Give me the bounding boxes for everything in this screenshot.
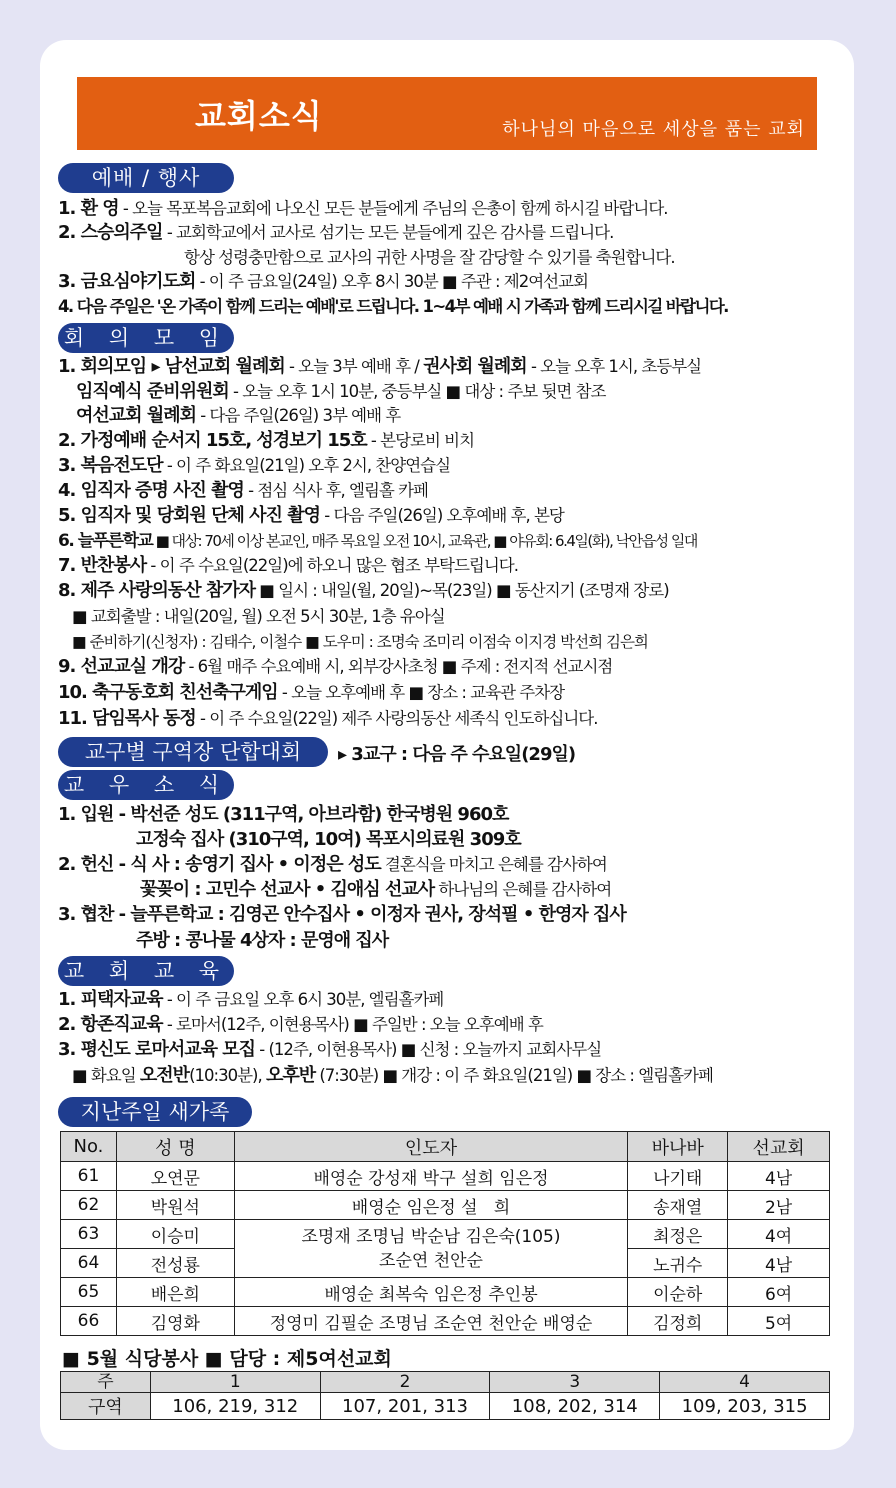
cell-name: 이승미 bbox=[116, 1220, 234, 1249]
cell-name: 오연문 bbox=[116, 1162, 234, 1191]
cell-name: 전성룡 bbox=[116, 1249, 234, 1278]
table-row bbox=[61, 1220, 830, 1249]
cell-mission: 6여 bbox=[728, 1278, 830, 1307]
meal-service-title: ■ 5월 식당봉사 ■ 담당 : 제5여선교회 bbox=[62, 1348, 392, 1370]
cell-name: 박원석 bbox=[116, 1191, 234, 1220]
table-header-row bbox=[61, 1132, 830, 1162]
header-barnabas: 바나바 bbox=[628, 1132, 728, 1162]
member-line: 3. 협찬 - 늘푸른학교 : 김영곤 안수집사 • 이정자 권사, 장석필 • 한영자 집사 bbox=[58, 904, 626, 925]
meal-week-row bbox=[61, 1372, 830, 1393]
worship-line: 2. 스승의주일 - 교회학교에서 교사로 섬기는 모든 분들에게 깊은 감사를 드립니다. bbox=[58, 222, 614, 243]
cell-guide: 배영순 강성재 박구 설희 임은정 bbox=[234, 1162, 628, 1191]
cell-name: 배은희 bbox=[116, 1278, 234, 1307]
meeting-line: 5. 임직자 및 당회원 단체 사진 촬영 - 다음 주일(26일) 오후예배 후, 본당 bbox=[58, 505, 564, 526]
member-line: 고정숙 집사 (310구역, 10여) 목포시의료원 309호 bbox=[136, 829, 521, 850]
newfamily-table bbox=[60, 1131, 830, 1336]
worship-line: 4. 다음 주일은 '온 가족이 함께 드리는 예배'로 드립니다. 1~4부 예배 시 가족과 함께 드리시길 바랍니다. bbox=[58, 297, 728, 316]
cell-no: 62 bbox=[61, 1191, 117, 1220]
week-label: 주 bbox=[61, 1372, 151, 1393]
member-line: 2. 헌신 - 식 사 : 송영기 집사 • 이정은 성도 결혼식을 마치고 은혜를 감사하여 bbox=[58, 854, 607, 875]
cell-guide: 배영순 임은정 설 희 bbox=[234, 1191, 628, 1220]
week-cell: 3 bbox=[490, 1372, 660, 1393]
meeting-line: 10. 축구동호회 친선축구게임 - 오늘 오후예배 후 ■ 장소 : 교육관 주차장 bbox=[58, 682, 565, 703]
district-note: ▸ 3교구 : 다음 주 수요일(29일) bbox=[338, 744, 576, 765]
meeting-line: ■ 교회출발 : 내일(20일, 월) 오전 5시 30분, 1층 유아실 bbox=[72, 607, 445, 626]
page-subtitle: 하나님의 마음으로 세상을 품는 교회 bbox=[502, 119, 805, 140]
meeting-line: 4. 임직자 증명 사진 촬영 - 점심 식사 후, 엘림홀 카페 bbox=[58, 480, 428, 501]
meeting-line: 1. 회의모임 ▸ 남선교회 월례회 - 오늘 3부 예배 후 / 권사회 월례회 - 오늘 오후 1시, 초등부실 bbox=[58, 356, 702, 377]
cell-no: 61 bbox=[61, 1162, 117, 1191]
header-no: No. bbox=[61, 1132, 117, 1162]
district-cell: 109, 203, 315 bbox=[660, 1393, 830, 1420]
header-mission: 선교회 bbox=[728, 1132, 830, 1162]
guide-line: 조순연 천안순 bbox=[379, 1250, 483, 1271]
meal-service-table bbox=[60, 1371, 830, 1420]
meeting-line: 8. 제주 사랑의동산 참가자 ■ 일시 : 내일(월, 20일)~목(23일) ■ 동산지기 (조명재 장로) bbox=[58, 580, 669, 601]
member-line: 주방 : 콩나물 4상자 : 문영애 집사 bbox=[136, 930, 389, 951]
cell-mission: 4여 bbox=[728, 1220, 830, 1249]
meeting-line: 여선교회 월례회 - 다음 주일(26일) 3부 예배 후 bbox=[76, 405, 401, 426]
meeting-line: 3. 복음전도단 - 이 주 화요일(21일) 오후 2시, 찬양연습실 bbox=[58, 455, 451, 476]
education-line: 3. 평신도 로마서교육 모집 - (12주, 이현용목사) ■ 신청 : 오늘까지 교회사무실 bbox=[58, 1039, 602, 1060]
page-title: 교회소식 bbox=[195, 97, 323, 135]
cell-mission: 2남 bbox=[728, 1191, 830, 1220]
cell-barnabas: 나기태 bbox=[628, 1162, 728, 1191]
section-members: 교 우 소 식 bbox=[58, 770, 234, 800]
meeting-line: 11. 담임목사 동정 - 이 주 수요일(22일) 제주 사랑의동산 세족식 인도하십니다. bbox=[58, 708, 598, 729]
cell-no: 65 bbox=[61, 1278, 117, 1307]
member-line: 꽃꽂이 : 고민수 선교사 • 김애심 선교사 하나님의 은혜를 감사하여 bbox=[140, 879, 612, 900]
header-banner bbox=[77, 77, 817, 150]
district-cell: 106, 219, 312 bbox=[150, 1393, 320, 1420]
section-meetings: 회 의 모 임 bbox=[58, 323, 234, 353]
section-worship: 예배 / 행사 bbox=[58, 163, 234, 193]
week-cell: 2 bbox=[320, 1372, 490, 1393]
table-row bbox=[61, 1191, 830, 1220]
table-row bbox=[61, 1307, 830, 1336]
week-cell: 4 bbox=[660, 1372, 830, 1393]
meeting-line: 9. 선교교실 개강 - 6월 매주 수요예배 시, 외부강사초청 ■ 주제 : 전지적 선교시점 bbox=[58, 656, 613, 677]
member-line: 1. 입원 - 박선준 성도 (311구역, 아브라함) 한국병원 960호 bbox=[58, 804, 509, 825]
cell-guide: 배영순 최복숙 임은정 추인봉 bbox=[234, 1278, 628, 1307]
table-row bbox=[61, 1162, 830, 1191]
cell-guide-merged bbox=[234, 1220, 628, 1278]
cell-name: 김영화 bbox=[116, 1307, 234, 1336]
worship-line: 항상 성령충만함으로 교사의 귀한 사명을 잘 감당할 수 있기를 축원합니다. bbox=[184, 248, 675, 267]
cell-barnabas: 송재열 bbox=[628, 1191, 728, 1220]
header-guide: 인도자 bbox=[234, 1132, 628, 1162]
district-cell: 108, 202, 314 bbox=[490, 1393, 660, 1420]
worship-line: 3. 금요심야기도회 - 이 주 금요일(24일) 오후 8시 30분 ■ 주관 : 제2여선교회 bbox=[58, 271, 588, 292]
district-cell: 107, 201, 313 bbox=[320, 1393, 490, 1420]
meeting-line: 임직예식 준비위원회 - 오늘 오후 1시 10분, 중등부실 ■ 대상 : 주보 뒷면 참조 bbox=[76, 381, 606, 402]
section-education: 교 회 교 육 bbox=[58, 956, 234, 986]
education-line: 2. 항존직교육 - 로마서(12주, 이현용목사) ■ 주일반 : 오늘 오후예배 후 bbox=[58, 1014, 543, 1035]
meeting-line: 2. 가정예배 순서지 15호, 성경보기 15호 - 본당로비 비치 bbox=[58, 430, 475, 451]
cell-guide: 정영미 김필순 조명님 조순연 천안순 배영순 bbox=[234, 1307, 628, 1336]
cell-barnabas: 이순하 bbox=[628, 1278, 728, 1307]
cell-barnabas: 노귀수 bbox=[628, 1249, 728, 1278]
week-cell: 1 bbox=[150, 1372, 320, 1393]
meeting-line: 7. 반찬봉사 - 이 주 수요일(22일)에 하오니 많은 협조 부탁드립니다. bbox=[58, 555, 518, 576]
section-newfamily: 지난주일 새가족 bbox=[58, 1097, 252, 1127]
education-line: 1. 피택자교육 - 이 주 금요일 오후 6시 30분, 엘림홀카페 bbox=[58, 989, 444, 1010]
meeting-line: ■ 준비하기(신청자) : 김태수, 이철수 ■ 도우미 : 조명숙 조미리 이점숙 이지경 박선희 김은희 bbox=[72, 633, 648, 651]
meeting-line: 6. 늘푸른학교 ■ 대상: 70세 이상 본교인, 매주 목요일 오전 10시, 교육관, ■ 야유회: 6.4일(화), 낙안읍성 일대 bbox=[58, 531, 697, 551]
cell-mission: 5여 bbox=[728, 1307, 830, 1336]
cell-barnabas: 김정희 bbox=[628, 1307, 728, 1336]
section-district: 교구별 구역장 단합대회 bbox=[58, 737, 328, 767]
education-line: ■ 화요일 오전반(10:30분), 오후반 (7:30분) ■ 개강 : 이 주 화요일(21일) ■ 장소 : 엘림홀카페 bbox=[72, 1065, 713, 1086]
district-label: 구역 bbox=[61, 1393, 151, 1420]
header-name: 성 명 bbox=[116, 1132, 234, 1162]
cell-no: 66 bbox=[61, 1307, 117, 1336]
meal-district-row bbox=[61, 1393, 830, 1420]
guide-line: 조명재 조명님 박순남 김은숙(105) bbox=[301, 1226, 561, 1247]
worship-line: 1. 환 영 - 오늘 목포복음교회에 나오신 모든 분들에게 주님의 은총이 함께 하시길 바랍니다. bbox=[58, 198, 668, 219]
cell-no: 63 bbox=[61, 1220, 117, 1249]
cell-mission: 4남 bbox=[728, 1249, 830, 1278]
table-row bbox=[61, 1278, 830, 1307]
cell-barnabas: 최정은 bbox=[628, 1220, 728, 1249]
cell-no: 64 bbox=[61, 1249, 117, 1278]
cell-mission: 4남 bbox=[728, 1162, 830, 1191]
